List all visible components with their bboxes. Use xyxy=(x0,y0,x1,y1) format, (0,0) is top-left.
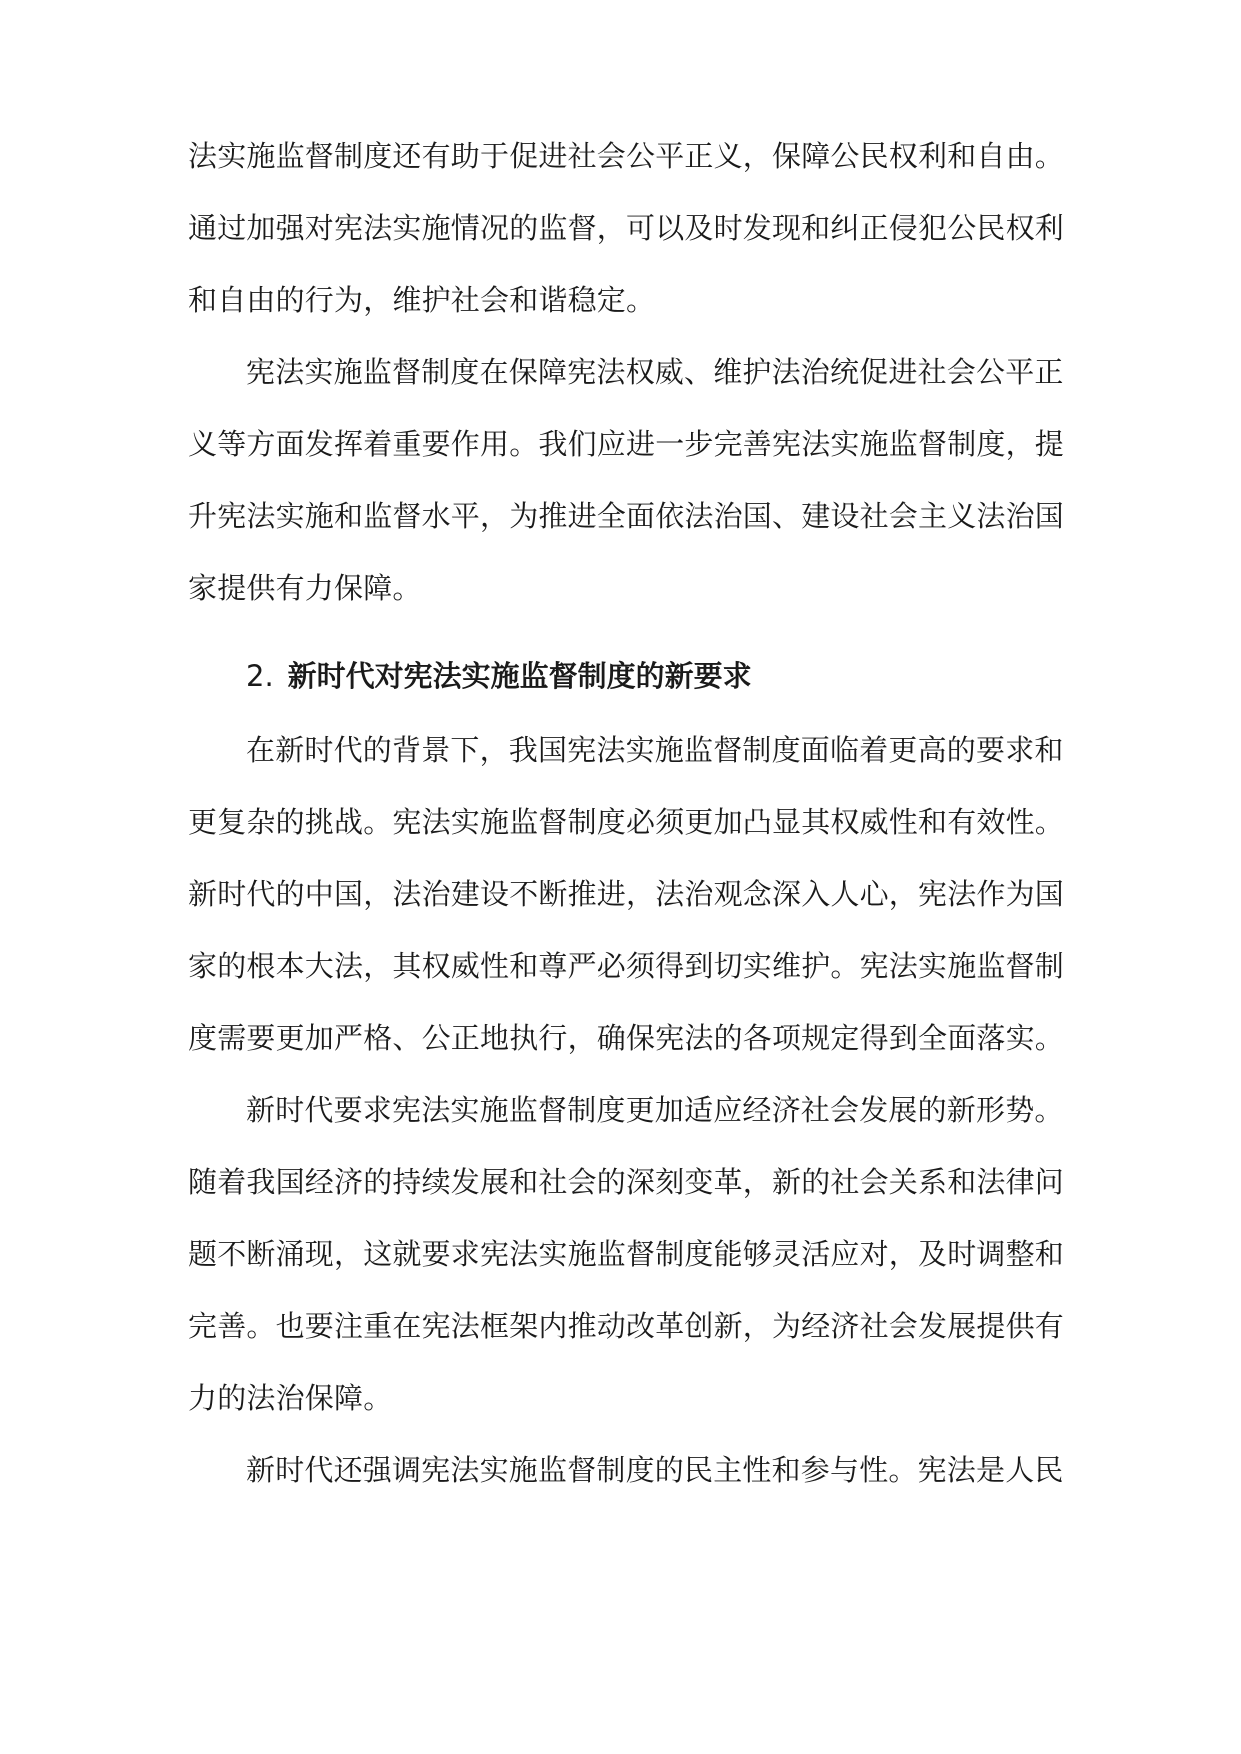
paragraph-line: 完善。也要注重在宪法框架内推动改革创新，为经济社会发展提供有 xyxy=(188,1309,1065,1343)
section-number: 2. xyxy=(246,659,274,693)
paragraph-line: 新时代还强调宪法实施监督制度的民主性和参与性。宪法是人民 xyxy=(246,1453,1064,1487)
paragraph-line: 题不断涌现，这就要求宪法实施监督制度能够灵活应对，及时调整和 xyxy=(188,1237,1065,1271)
paragraph-line: 新时代的中国，法治建设不断推进，法治观念深入人心，宪法作为国 xyxy=(188,877,1065,911)
section-heading xyxy=(246,656,752,696)
paragraph-line: 义等方面发挥着重要作用。我们应进一步完善宪法实施监督制度，提 xyxy=(188,427,1065,461)
paragraph-line: 升宪法实施和监督水平，为推进全面依法治国、建设社会主义法治国 xyxy=(188,499,1065,533)
paragraph-line: 力的法治保障。 xyxy=(188,1381,393,1415)
paragraph-line: 随着我国经济的持续发展和社会的深刻变革，新的社会关系和法律问 xyxy=(188,1165,1065,1199)
section-title: 新时代对宪法实施监督制度的新要求 xyxy=(287,659,752,693)
paragraph-line: 宪法实施监督制度在保障宪法权威、维护法治统促进社会公平正 xyxy=(246,355,1064,389)
paragraph-line: 法实施监督制度还有助于促进社会公平正义，保障公民权利和自由。 xyxy=(188,139,1065,173)
paragraph-line: 更复杂的挑战。宪法实施监督制度必须更加凸显其权威性和有效性。 xyxy=(188,805,1065,839)
paragraph-line: 新时代要求宪法实施监督制度更加适应经济社会发展的新形势。 xyxy=(246,1093,1064,1127)
paragraph-line: 在新时代的背景下，我国宪法实施监督制度面临着更高的要求和 xyxy=(246,733,1064,767)
paragraph-line: 度需要更加严格、公正地执行，确保宪法的各项规定得到全面落实。 xyxy=(188,1021,1065,1055)
paragraph-line: 家提供有力保障。 xyxy=(188,571,422,605)
paragraph-line: 家的根本大法，其权威性和尊严必须得到切实维护。宪法实施监督制 xyxy=(188,949,1065,983)
paragraph-line: 和自由的行为，维护社会和谐稳定。 xyxy=(188,283,656,317)
paragraph-line: 通过加强对宪法实施情况的监督，可以及时发现和纠正侵犯公民权利 xyxy=(188,211,1065,245)
